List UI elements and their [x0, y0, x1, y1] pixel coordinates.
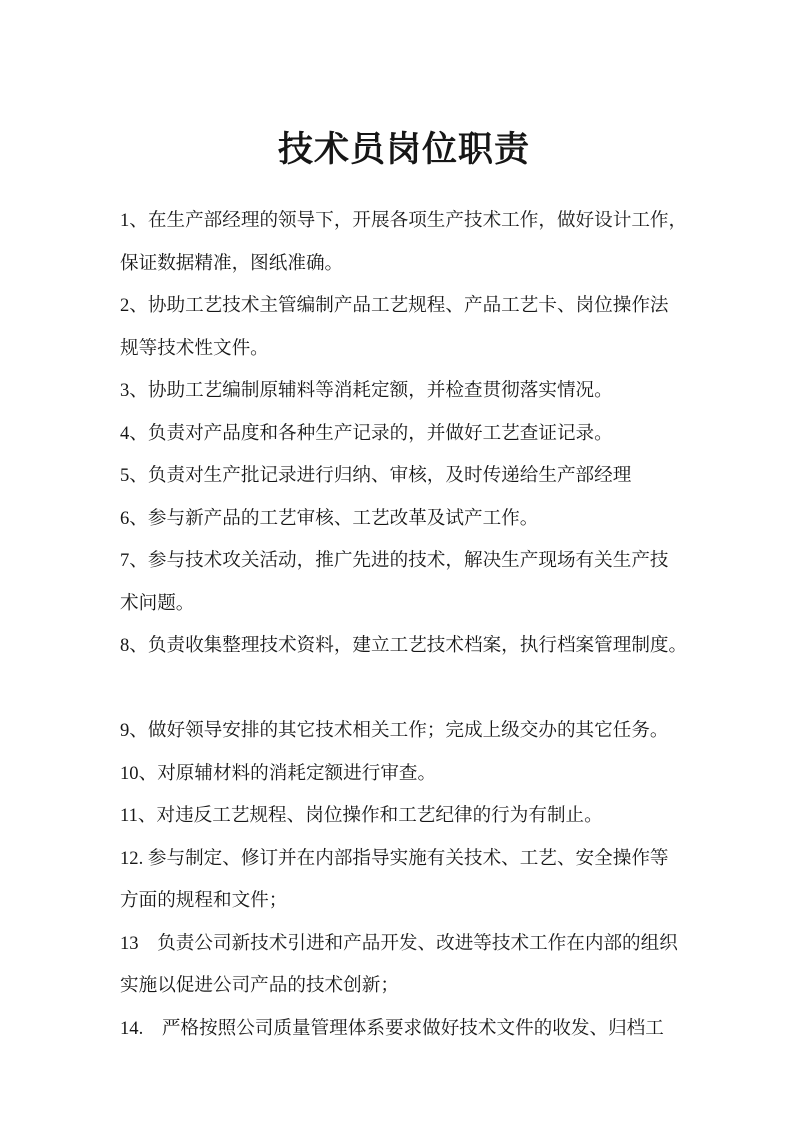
paragraph-item-9 — [120, 710, 695, 753]
paragraph-line: 5、负责对生产批记录进行归纳、审核，及时传递给生产部经理 — [120, 465, 632, 486]
paragraph-line: 6、参与新产品的工艺审核、工艺改革及试产工作。 — [120, 507, 539, 529]
paragraph-line: 保证数据精准，图纸准确。 — [120, 252, 344, 274]
paragraph-item-5 — [120, 455, 695, 498]
paragraph-item-7 — [120, 540, 695, 625]
paragraph-line: 14. 严格按照公司质量管理体系要求做好技术文件的收发、归档工 — [120, 1017, 664, 1039]
paragraph-item-2 — [120, 285, 695, 370]
paragraph-item-4 — [120, 413, 695, 456]
paragraph-line: 12. 参与制定、修订并在内部指导实施有关技术、工艺、安全操作等 — [120, 847, 669, 869]
paragraph-item-3 — [120, 370, 695, 413]
paragraph-item-13 — [120, 923, 695, 1008]
paragraph-line: 1、在生产部经理的领导下，开展各项生产技术工作，做好设计工作， — [120, 210, 688, 231]
paragraph-line: 术问题。 — [120, 592, 195, 614]
document-title: 技术员岗位职责 — [277, 130, 530, 169]
paragraph-line: 2、协助工艺技术主管编制产品工艺规程、产品工艺卡、岗位操作法 — [120, 295, 669, 316]
paragraph-line: 4、负责对产品度和各种生产记录的，并做好工艺查证记录。 — [120, 422, 613, 444]
paragraph-line: 8、负责收集整理技术资料，建立工艺技术档案，执行档案管理制度。 — [120, 635, 688, 656]
paragraph-item-10 — [120, 753, 695, 796]
paragraph-line: 7、参与技术攻关活动，推广先进的技术，解决生产现场有关生产技 — [120, 550, 669, 571]
paragraph-line: 方面的规程和文件； — [120, 890, 288, 911]
paragraph-item-1 — [120, 200, 695, 285]
paragraph-line: 规等技术性文件。 — [120, 337, 269, 359]
paragraph-line: 9、做好领导安排的其它技术相关工作；完成上级交办的其它任务。 — [120, 720, 669, 741]
paragraph-line: 3、协助工艺编制原辅料等消耗定额，并检查贯彻落实情况。 — [120, 380, 613, 401]
paragraph-line: 10、对原辅材料的消耗定额进行审查。 — [120, 762, 437, 784]
paragraph-line: 实施以促进公司产品的技术创新； — [120, 975, 399, 996]
paragraph-line: 13 负责公司新技术引进和产品开发、改进等技术工作在内部的组织 — [120, 932, 678, 954]
paragraph-item-12 — [120, 838, 695, 923]
paragraph-line: 11、对违反工艺规程、岗位操作和工艺纪律的行为有制止。 — [120, 805, 603, 826]
paragraph-item-14 — [120, 1008, 695, 1051]
paragraph-item-8 — [120, 625, 695, 668]
paragraph-item-6 — [120, 498, 695, 541]
blank-line — [120, 668, 695, 711]
document-body — [120, 200, 695, 1050]
paragraph-item-11 — [120, 795, 695, 838]
